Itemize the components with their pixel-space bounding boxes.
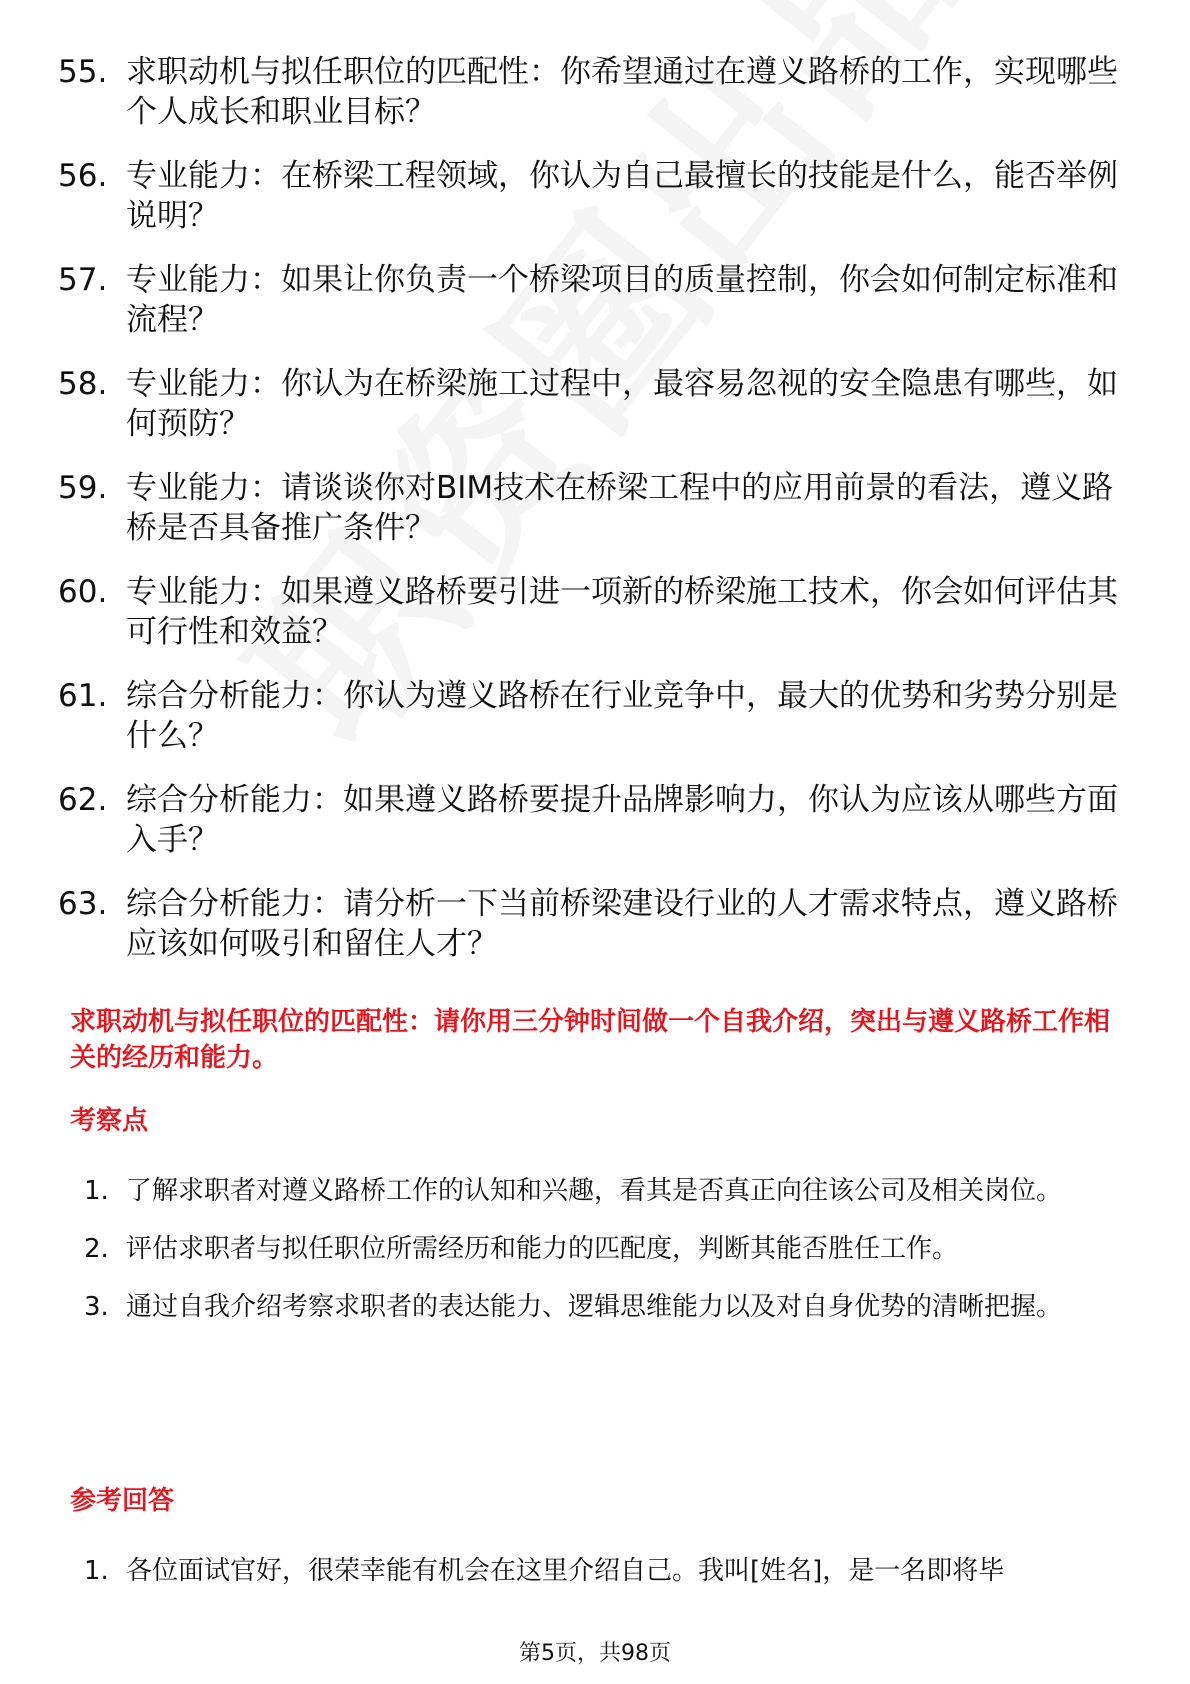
question-number: 63.: [58, 886, 108, 922]
list-item: [58, 572, 1118, 652]
question-number: 60.: [58, 574, 108, 610]
point-text: 了解求职者对遵义路桥工作的认知和兴趣，看其是否真正向往该公司及相关岗位。: [126, 1176, 1063, 1206]
question-number: 61.: [58, 678, 108, 714]
highlight-question: 求职动机与拟任职位的匹配性：请你用三分钟时间做一个自我介绍，突出与遵义路桥工作相关的经历和能力。: [70, 1007, 1111, 1073]
question-text: 专业能力：请谈谈你对BIM技术在桥梁工程中的应用前景的看法，遵义路桥是否具备推广条件？: [126, 470, 1114, 546]
question-text: 综合分析能力：如果遵义路桥要提升品牌影响力，你认为应该从哪些方面入手？: [126, 782, 1118, 858]
point-number: 1.: [84, 1176, 109, 1206]
list-item: [58, 52, 1118, 132]
list-item: [58, 884, 1118, 964]
answer-heading: 参考回答: [70, 1486, 175, 1516]
list-item: [84, 1542, 1124, 1600]
point-number: 3.: [84, 1292, 109, 1322]
points-list: [84, 1162, 1124, 1336]
list-item: [84, 1278, 1124, 1336]
question-number: 55.: [58, 54, 108, 90]
question-number: 59.: [58, 470, 108, 506]
points-heading: 考察点: [70, 1106, 149, 1136]
question-text: 专业能力：在桥梁工程领域，你认为自己最擅长的技能是什么，能否举例说明？: [126, 158, 1118, 234]
list-item: [84, 1220, 1124, 1278]
list-item: [58, 676, 1118, 756]
list-item: [58, 260, 1118, 340]
point-text: 通过自我介绍考察求职者的表达能力、逻辑思维能力以及对自身优势的清晰把握。: [126, 1292, 1063, 1322]
question-text: 专业能力：如果遵义路桥要引进一项新的桥梁施工技术，你会如何评估其可行性和效益？: [126, 574, 1118, 650]
list-item: [58, 156, 1118, 236]
question-text: 求职动机与拟任职位的匹配性：你希望通过在遵义路桥的工作，实现哪些个人成长和职业目标？: [126, 54, 1118, 130]
question-number: 56.: [58, 158, 108, 194]
page-footer: 第5页，共98页: [519, 1641, 671, 1666]
question-list: [58, 52, 1118, 988]
question-number: 58.: [58, 366, 108, 402]
question-text: 专业能力：你认为在桥梁施工过程中，最容易忽视的安全隐患有哪些，如何预防？: [126, 366, 1118, 442]
answer-text: 各位面试官好，很荣幸能有机会在这里介绍自己。我叫[姓名]，是一名即将毕: [126, 1556, 1005, 1586]
question-text: 综合分析能力：请分析一下当前桥梁建设行业的人才需求特点，遵义路桥应该如何吸引和留住人才？: [126, 886, 1118, 962]
list-item: [58, 468, 1118, 548]
point-number: 2.: [84, 1234, 109, 1264]
question-text: 综合分析能力：你认为遵义路桥在行业竞争中，最大的优势和劣势分别是什么？: [126, 678, 1118, 754]
list-item: [58, 364, 1118, 444]
answer-list: [84, 1542, 1124, 1600]
list-item: [58, 780, 1118, 860]
question-text: 专业能力：如果让你负责一个桥梁项目的质量控制，你会如何制定标准和流程？: [126, 262, 1118, 338]
answer-number: 1.: [84, 1556, 109, 1586]
point-text: 评估求职者与拟任职位所需经历和能力的匹配度，判断其能否胜任工作。: [126, 1234, 959, 1264]
question-number: 62.: [58, 782, 108, 818]
list-item: [84, 1162, 1124, 1220]
question-number: 57.: [58, 262, 108, 298]
